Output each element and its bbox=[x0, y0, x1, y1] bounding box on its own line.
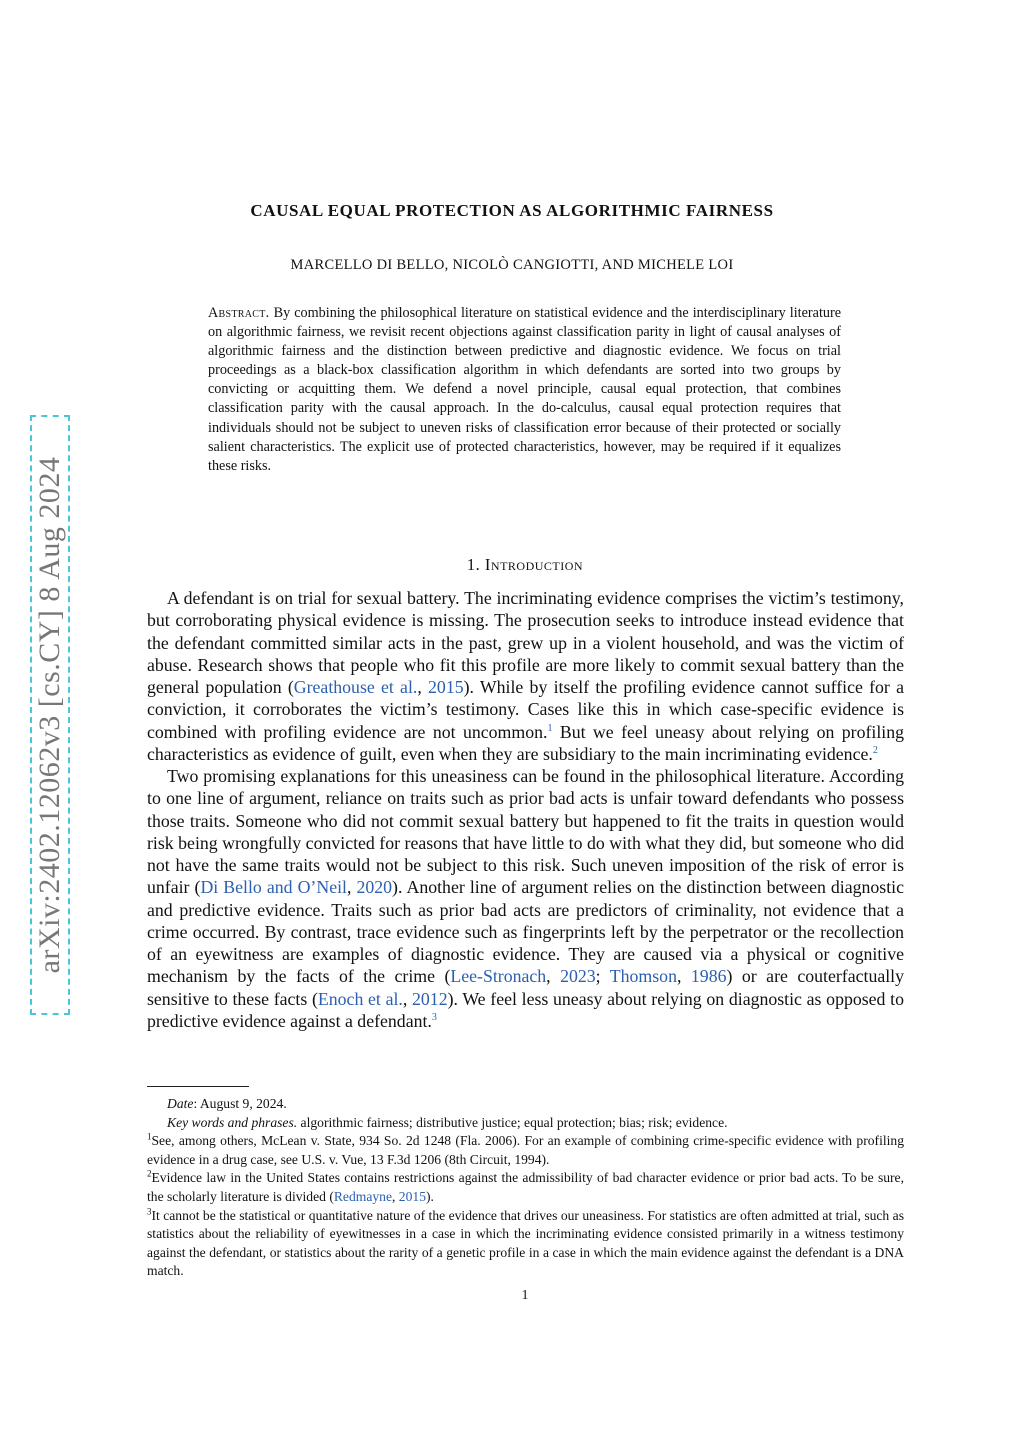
keywords-label: Key words and phrases. bbox=[167, 1114, 298, 1130]
footnote-mark: 3 bbox=[147, 1206, 152, 1217]
citation-link[interactable]: Greathouse et al. bbox=[293, 677, 418, 697]
citation-year-link[interactable]: 2012 bbox=[412, 988, 448, 1009]
paragraph bbox=[147, 765, 904, 1032]
date-value: : August 9, 2024. bbox=[193, 1096, 287, 1111]
citation-link[interactable]: Lee-Stronach bbox=[450, 966, 547, 987]
arxiv-identifier[interactable]: arXiv:2402.12062v3 [cs.CY] 8 Aug 2024 bbox=[33, 456, 66, 974]
text-run: , bbox=[676, 966, 691, 987]
footnote bbox=[147, 1207, 904, 1281]
text-run: , bbox=[546, 966, 561, 987]
text-run: Two promising explanations for this uneasiness can be found in the philosophical literature. According to one line of argument, reliance on traits such as prior bad acts is unfair toward defendants who possess those traits. Someone who did not commit sexual battery but happened to fit the traits in question would risk being wrongfully convicted for reasons that have little to do with what they did, but someone who did not have the same traits would not be subject to this risk. Such uneven imposition of the risk of error is unfair ( bbox=[147, 766, 904, 898]
section-heading: 1. Introduction bbox=[466, 555, 584, 574]
text-run: A defendant is on trial for sexual battery. The incriminating evidence comprises the victim’s testimony, but corroborating physical evidence is missing. The prosecution seeks to introduce instead evidence that the defendant committed similar acts in the past, grew up in a violent household, and was the victim of abuse. Research shows that people who fit this profile are more likely to commit sexual battery than the general population ( bbox=[147, 588, 904, 697]
footnote bbox=[147, 1169, 904, 1206]
date-note bbox=[147, 1095, 904, 1114]
citation-year-link[interactable]: 1986 bbox=[690, 966, 727, 987]
citation-link[interactable]: Di Bello and O’Neil bbox=[200, 877, 347, 898]
footnote-ref[interactable]: 2 bbox=[872, 744, 878, 756]
text-run: ). Another line of argument relies on the distinction between diagnostic and predictive evidence. Traits such as prior bad acts are predictors of criminality, not evidence that a crime occurred. By contrast, trace evidence such as fingerprints left by the perpetrator or the recollection of an eyewitness are examples of diagnostic evidence. They are caused via a physical or cognitive mechanism by the facts of the crime ( bbox=[147, 877, 904, 987]
citation-link[interactable]: Thomson bbox=[609, 966, 677, 987]
text-run: But we feel uneasy about relying on profiling characteristics as evidence of guilt, even when they are subsidiary to the main incriminating evidence. bbox=[147, 721, 904, 764]
footnote-ref[interactable]: 3 bbox=[431, 1011, 437, 1023]
abstract-text: By combining the philosophical literature on statistical evidence and the interdisciplinary literature on algorithmic fairness, we revisit recent objections against classification parity in light of causal analyses of algorithmic fairness and the distinction between predictive and diagnostic evidence. We focus on trial proceedings as a black-box classification algorithm in which defendants are sorted into two groups by convicting or acquitting them. We defend a novel principle, causal equal protection, that combines classification parity with the causal approach. In the do-calculus, causal equal protection requires that individuals should not be subject to uneven risks of classification error because of their protected or socially salient characteristics. The explicit use of protected characteristics, however, may be required if it equalizes these risks. bbox=[208, 305, 841, 474]
footnote-text: See, among others, McLean v. State, 934 So. 2d 1248 (Fla. 2006). For an example of combining crime-specific evidence with profiling evidence in a drug case, see U.S. v. Vue, 13 F.3d 1206 (8th Circuit, 1994). bbox=[147, 1133, 904, 1167]
abstract-label: Abstract. bbox=[208, 305, 270, 321]
text-run: ). While by itself the profiling evidence cannot suffice for a conviction, it corroborates the victim’s testimony. Cases like this in which case-specific evidence is combined with profiling evidence are not uncommon. bbox=[147, 677, 904, 742]
abstract bbox=[208, 304, 841, 476]
footnote-text: It cannot be the statistical or quantitative nature of the evidence that drives our uneasiness. For statistics are often admitted at trial, such as statistics about the reliability of eyewitnesses in a case in which the incriminating evidence consisted primarily in a witness testimony against the defendant, or statistics about the rarity of a genetic profile in a case in which the main evidence against the defendant is a DNA match. bbox=[147, 1207, 904, 1279]
text-run: , bbox=[402, 988, 413, 1009]
page-number: 1 bbox=[521, 1287, 529, 1302]
footnote-divider bbox=[147, 1086, 249, 1087]
text-run: ) or are couterfactually sensitive to these facts ( bbox=[147, 966, 904, 1009]
text-run: ; bbox=[595, 966, 610, 987]
paper-title: CAUSAL EQUAL PROTECTION AS ALGORITHMIC FAIRNESS bbox=[250, 201, 774, 220]
citation-link[interactable]: Redmayne bbox=[333, 1188, 392, 1204]
keywords-value: algorithmic fairness; distributive justice; equal protection; bias; risk; evidence. bbox=[297, 1114, 728, 1130]
arxiv-sidebar bbox=[30, 415, 70, 1015]
date-label: Date bbox=[167, 1096, 194, 1111]
footnote-mark: 2 bbox=[147, 1168, 152, 1179]
footnote-text: Evidence law in the United States contains restrictions against the admissibility of bad character evidence or prior bad acts. To be sure, the scholarly literature is divided ( bbox=[147, 1170, 904, 1204]
text-run: ). bbox=[425, 1188, 434, 1204]
citation-year-link[interactable]: 2015 bbox=[428, 677, 464, 697]
footnote-mark: 1 bbox=[147, 1131, 152, 1142]
citation-year-link[interactable]: 2020 bbox=[356, 877, 393, 898]
text-run: ). We feel less uneasy about relying on diagnostic as opposed to predictive evidence against a defendant. bbox=[147, 988, 904, 1031]
footnote-ref[interactable]: 1 bbox=[547, 722, 553, 734]
paragraph bbox=[147, 587, 904, 765]
citation-year-link[interactable]: 2023 bbox=[560, 966, 596, 987]
paper-authors: MARCELLO DI BELLO, NICOLÒ CANGIOTTI, AND MICHELE LOI bbox=[290, 257, 734, 273]
text-run: , bbox=[346, 877, 357, 898]
citation-year-link[interactable]: 2015 bbox=[398, 1188, 426, 1204]
footnotes bbox=[147, 1095, 904, 1281]
footnote bbox=[147, 1132, 904, 1169]
body-text bbox=[147, 587, 904, 1032]
text-run: , bbox=[392, 1188, 399, 1204]
citation-link[interactable]: Enoch et al. bbox=[317, 988, 403, 1009]
keywords-note bbox=[147, 1114, 904, 1133]
text-run: , bbox=[417, 677, 429, 697]
